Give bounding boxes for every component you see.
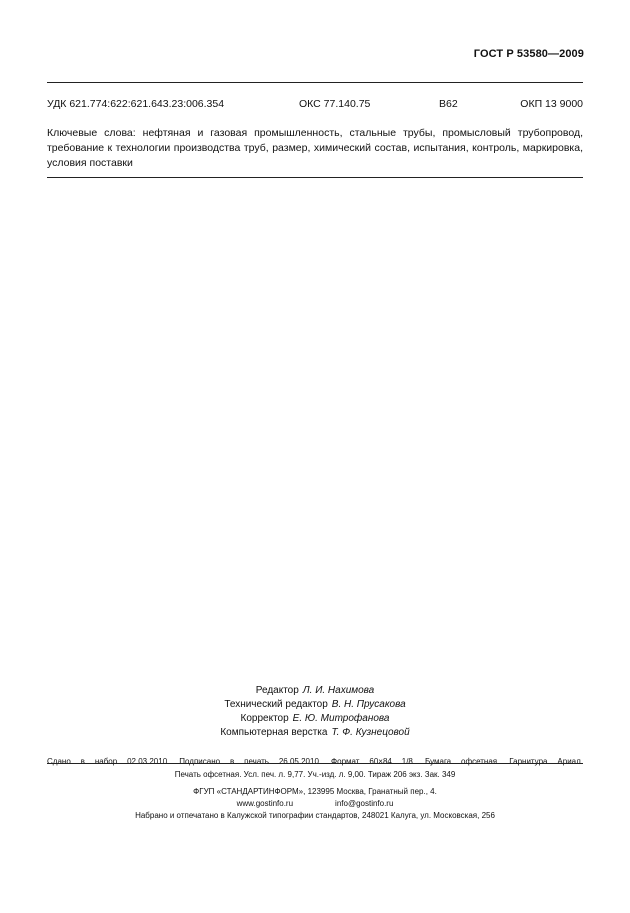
udk-code: УДК 621.774:622:621.643.23:006.354 xyxy=(47,98,225,110)
printer-info: Набрано и отпечатано в Калужской типографии стандартов, 248021 Калуга, ул. Московская, 256 xyxy=(135,811,495,820)
publisher-block xyxy=(47,786,583,822)
oks-code: ОКС 77.140.75 xyxy=(299,98,371,110)
imprint-block xyxy=(47,755,583,781)
imprint-line-1: Сдано в набор 02.03.2010. Подписано в печать 26.05.2010. Формат 60×84 1/8. Бумага офсетная. Гарнитура Ариал. xyxy=(47,757,583,766)
publisher-website: www.gostinfo.ru xyxy=(236,799,294,808)
credit-name: Т. Ф. Кузнецовой xyxy=(331,727,410,738)
credit-role: Корректор xyxy=(240,713,289,724)
okp-code: ОКП 13 9000 xyxy=(520,98,583,110)
credit-layout xyxy=(0,726,630,740)
divider-keywords xyxy=(47,177,583,178)
credit-role: Компьютерная верстка xyxy=(220,727,328,738)
credit-name: Л. И. Нахимова xyxy=(302,685,375,696)
credit-role: Технический редактор xyxy=(224,699,328,710)
document-code: ГОСТ Р 53580—2009 xyxy=(473,48,584,60)
publisher-address: ФГУП «СТАНДАРТИНФОРМ», 123995 Москва, Гранатный пер., 4. xyxy=(193,787,437,796)
divider-top xyxy=(47,82,583,83)
credit-role: Редактор xyxy=(255,685,299,696)
publisher-contacts xyxy=(47,798,583,810)
group-code: В62 xyxy=(439,98,458,110)
credit-name: В. Н. Прусакова xyxy=(331,699,406,710)
imprint-line-2: Печать офсетная. Усл. печ. л. 9,77. Уч.-изд. л. 9,00. Тираж 206 экз. Зак. 349 xyxy=(174,770,456,779)
keywords-paragraph: Ключевые слова: нефтяная и газовая промышленность, стальные трубы, промысловый трубопровод, требование к технологии производства труб, размер, химический состав, испытания, контроль, маркировка, условия поставки xyxy=(47,127,583,169)
publisher-email: info@gostinfo.ru xyxy=(335,799,394,808)
credit-technical-editor xyxy=(0,698,630,712)
credit-editor xyxy=(0,684,630,698)
divider-imprint xyxy=(47,763,583,764)
classification-row xyxy=(47,98,583,112)
credit-proofreader xyxy=(0,712,630,726)
credit-name: Е. Ю. Митрофанова xyxy=(292,713,390,724)
credits-block xyxy=(0,684,630,740)
